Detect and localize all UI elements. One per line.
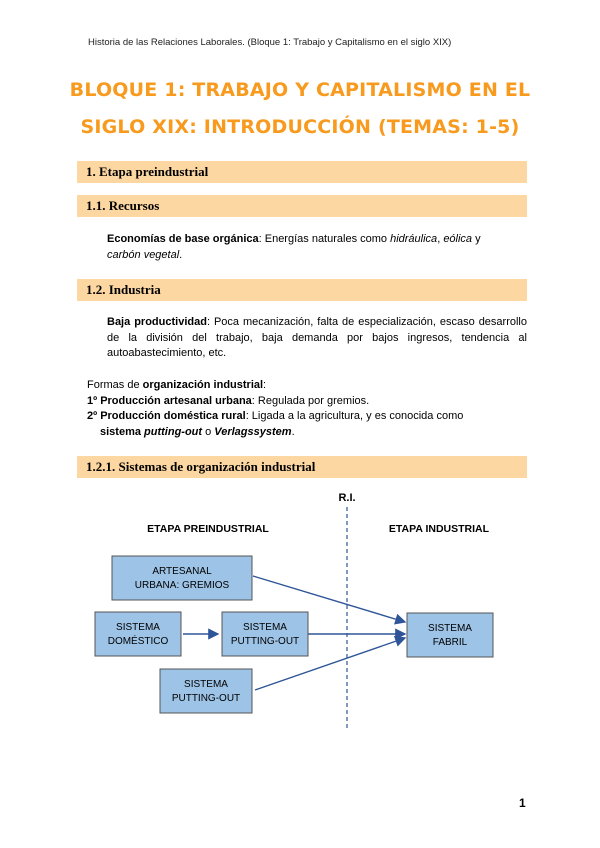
formas-item-2-end: .	[291, 425, 295, 438]
industria-term: Baja productividad	[107, 316, 207, 328]
section-heading-1	[77, 161, 527, 183]
box-sistema-putting-out-2	[160, 669, 252, 713]
recursos-carbon: carbón vegetal	[107, 248, 180, 261]
section-heading-1-2-text: 1.2. Industria	[86, 282, 161, 297]
formas-item-1	[87, 394, 537, 410]
box-putting-out-line-1: SISTEMA	[243, 622, 287, 633]
box-domestico-line-2: DOMÉSTICO	[107, 636, 169, 647]
recursos-paragraph	[107, 232, 527, 263]
formas-intro-bold: organización industrial	[142, 379, 264, 391]
formas-item-2	[87, 409, 537, 425]
section-heading-1-2	[77, 279, 527, 301]
box-sistema-domestico	[95, 612, 181, 656]
page-number: 1	[519, 796, 526, 810]
ri-label: R.I.	[338, 492, 356, 504]
formas-intro-text: Formas de	[87, 379, 143, 391]
formas-item-2-verlagssystem: Verlagssystem	[214, 425, 292, 438]
section-heading-1-text: 1. Etapa preindustrial	[86, 164, 209, 179]
industria-text: : Poca mecanización, falta de especialización, escaso desarrollo de la división del trabajo, baja demanda por bajos ingresos, tendencia al autoabastecimiento, etc.	[107, 316, 527, 359]
section-heading-1-1	[77, 195, 527, 217]
section-heading-1-2-1	[77, 456, 527, 478]
formas-list	[87, 378, 537, 440]
box-domestico-line-1: SISTEMA	[116, 622, 160, 633]
box-artesanal-urbana	[112, 556, 252, 600]
recursos-sep: ,	[437, 233, 444, 245]
formas-item-2-text: : Ligada a la agricultura, y es conocida como	[245, 410, 464, 422]
box-artesanal-line-2: URBANA: GREMIOS	[134, 580, 230, 591]
left-heading: ETAPA PREINDUSTRIAL	[147, 523, 269, 535]
box-putting-out-line-2: PUTTING-OUT	[230, 636, 300, 647]
formas-item-1-text: : Regulada por gremios.	[251, 394, 370, 407]
recursos-end: .	[179, 248, 183, 261]
formas-item-2-sistema: sistema	[100, 425, 145, 438]
box-artesanal-line-1: ARTESANAL	[152, 566, 212, 577]
industrial-organization-diagram	[80, 485, 520, 745]
recursos-term: Economías de base orgánica	[107, 233, 259, 245]
page-header: Historia de las Relaciones Laborales. (Bloque 1: Trabajo y Capitalismo en el siglo XIX)	[88, 37, 452, 48]
recursos-hidraulica: hidráulica	[390, 233, 438, 245]
formas-item-2-cont	[87, 425, 537, 441]
section-heading-1-1-text: 1.1. Recursos	[86, 198, 160, 213]
document-title-line-1: BLOQUE 1: TRABAJO Y CAPITALISMO EN EL	[69, 79, 531, 101]
recursos-text: : Energías naturales como	[258, 233, 391, 245]
formas-item-1-bold: 1º Producción artesanal urbana	[87, 394, 252, 407]
document-title-line-2: SIGLO XIX: INTRODUCCIÓN (TEMAS: 1-5)	[80, 116, 520, 138]
section-heading-1-2-1-text: 1.2.1. Sistemas de organización industrial	[86, 459, 316, 474]
recursos-sep: y	[472, 233, 481, 245]
box-fabril-line-1: SISTEMA	[428, 623, 472, 634]
formas-item-2-putting-out: putting-out	[144, 425, 203, 438]
right-heading: ETAPA INDUSTRIAL	[388, 523, 490, 535]
recursos-eolica: eólica	[443, 233, 473, 245]
formas-intro-end: :	[263, 379, 267, 391]
box-sistema-putting-out	[222, 612, 308, 656]
box-fabril-line-2: FABRIL	[432, 637, 468, 648]
formas-item-2-o: o	[202, 425, 215, 438]
formas-item-2-bold: 2º Producción doméstica rural	[87, 410, 246, 422]
box-putting-out-2-line-1: SISTEMA	[184, 679, 228, 690]
formas-intro	[87, 378, 537, 394]
industria-paragraph	[107, 315, 527, 362]
box-sistema-fabril	[407, 613, 493, 657]
box-putting-out-2-line-2: PUTTING-OUT	[171, 693, 241, 704]
